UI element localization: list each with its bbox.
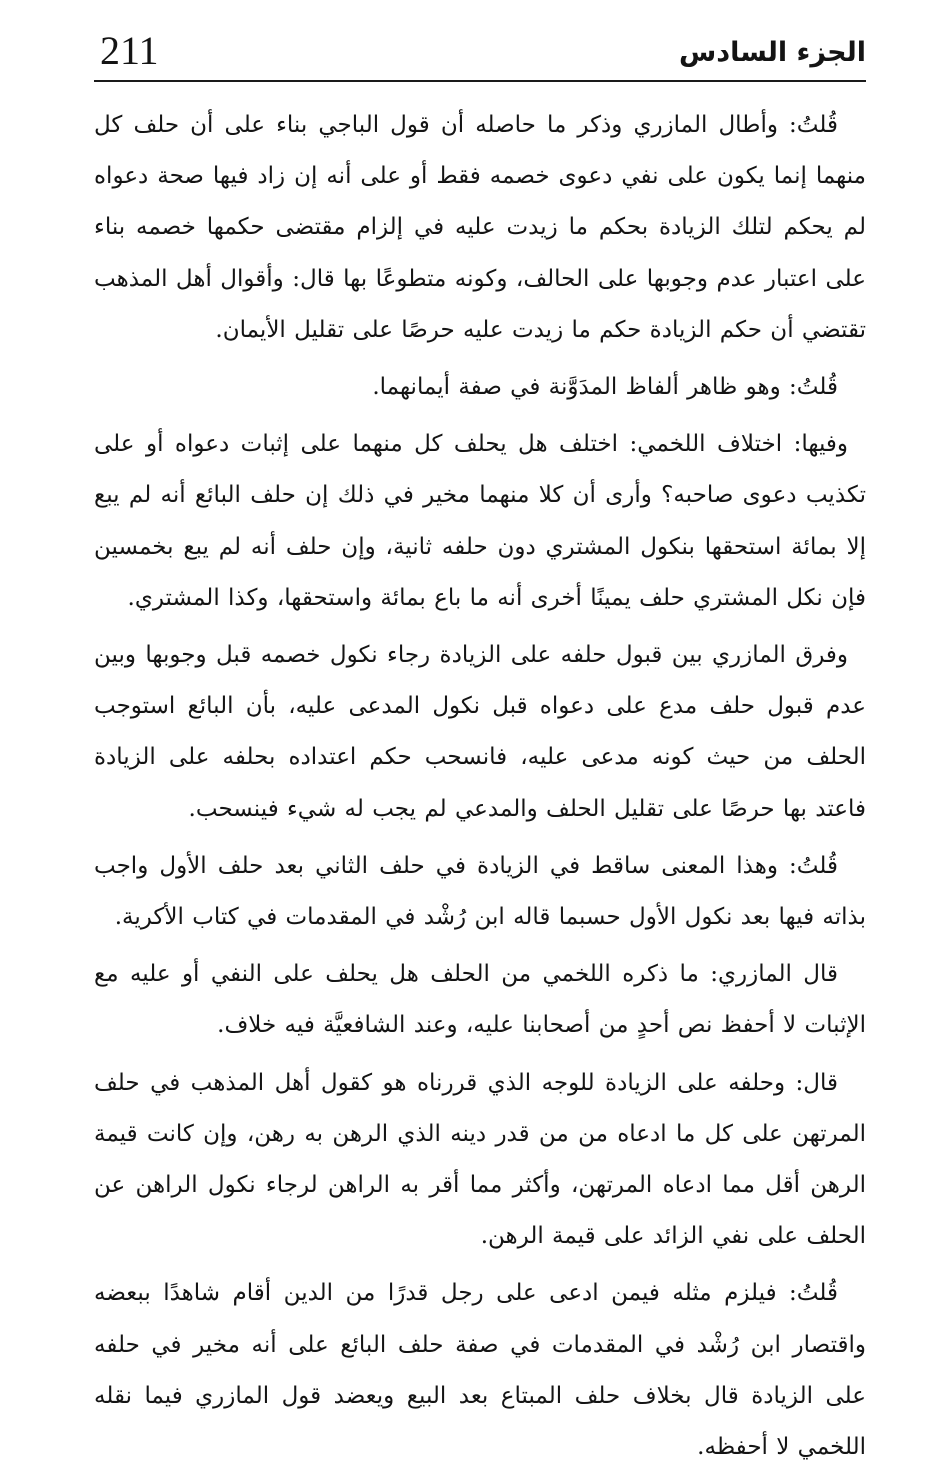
paragraph: قُلتُ: فيلزم مثله فيمن ادعى على رجل قدرًا من الدين أقام شاهدًا ببعضه واقتصار ابن رُشْد في المقدمات في صفة حلف البائع على أنه مخير في حلفه على الزيادة قال بخلاف حلف المبتاع بعد البيع ويعضد قول المازري فيما نقله اللخمي لا أحفظه. — [94, 1280, 866, 1461]
page-number: 211 — [100, 28, 159, 73]
paragraph: قُلتُ: وهو ظاهر ألفاظ المدَوَّنة في صفة أيمانهما. — [372, 374, 838, 401]
paragraph: قال: وحلفه على الزيادة للوجه الذي قررناه هو كقول أهل المذهب في حلف المرتهن على كل ما ادعاه من من قدر دينه الذي الرهن به رهن، وإن كانت قيمة الرهن أقل مما ادعاه المرتهن، وأكثر مما أقر به الراهن لرجاء نكول الراهن عن الحلف على نفي الزائد على قيمة الرهن. — [94, 1069, 866, 1250]
running-title: الجزء السادس — [679, 37, 866, 68]
page-body — [94, 100, 866, 1473]
paragraph: وفرق المازري بين قبول حلفه على الزيادة رجاء نكول خصمه قبل وجوبها وبين عدم قبول حلف مدع على دعواه قبل نكول المدعى عليه، بأن البائع استوجب الحلف من حيث كونه مدعى عليه، فانسحب حكم اعتداده بحلفه على الزيادة فاعتد بها حرصًا على تقليل الحلف والمدعي لم يجب له شيء فينسحب. — [94, 642, 866, 822]
paragraph: قُلتُ: وأطال المازري وذكر ما حاصله أن قول الباجي بناء على أن حلف كل منهما إنما يكون على نفي دعوى خصمه فقط أو على أنه إن زاد فيها صحة دعواه لم يحكم لتلك الزيادة بحكم ما زيدت عليه في إلزام مقتضى حكمها خصمه بناء على اعتبار عدم وجوبها على الحالف، وكونه متطوعًا بها قال: وأقوال أهل المذهب تقتضي أن حكم الزيادة حكم ما زيدت عليه حرصًا على تقليل الأيمان. — [94, 112, 866, 343]
book-page — [94, 22, 866, 1461]
page-header — [94, 22, 866, 82]
paragraph: وفيها: اختلاف اللخمي: اختلف هل يحلف كل منهما على إثبات دعواه أو على تكذيب دعوى صاحبه؟ وأرى أن كلا منهما مخير في ذلك إن حلف البائع أنه لم يبع إلا بمائة استحقها بنكول المشتري دون حلفه ثانية، وإن حلف أنه لم يبع بخمسين فإن نكل المشتري حلف يمينًا أخرى أنه ما باع بمائة واستحقها، وكذا المشتري. — [94, 431, 866, 611]
paragraph: قال المازري: ما ذكره اللخمي من الحلف هل يحلف على النفي أو عليه مع الإثبات لا أحفظ نص أحدٍ من أصحابنا عليه، وعند الشافعيَّة فيه خلاف. — [94, 961, 866, 1039]
paragraph: قُلتُ: وهذا المعنى ساقط في الزيادة في حلف الثاني بعد حلف الأول واجب بذاته فيها بعد نكول الأول حسبما قاله ابن رُشْد في المقدمات في كتاب الأكرية. — [94, 852, 866, 931]
